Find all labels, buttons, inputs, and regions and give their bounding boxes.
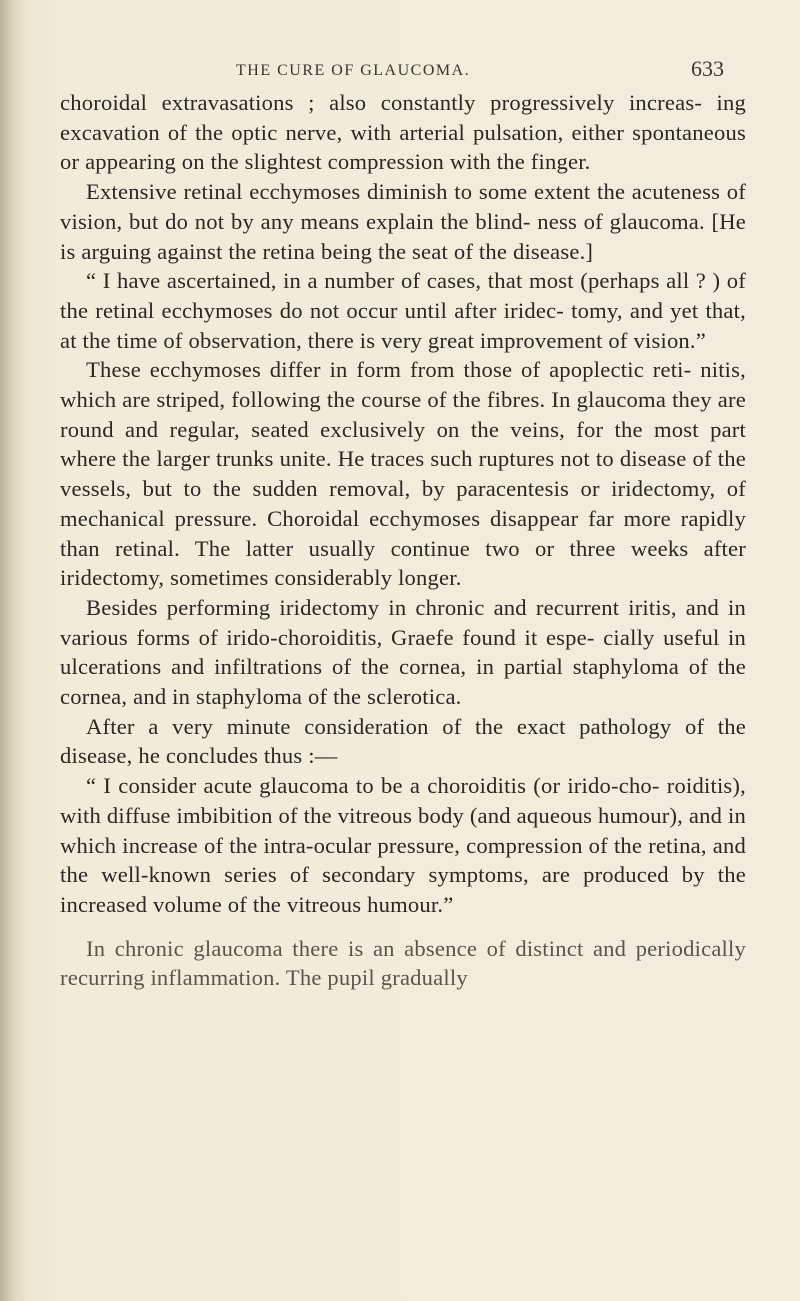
paragraph: choroidal extravasations ; also constantly progressively increas- ing excavation of the optic nerve, with arterial pulsation, either spontaneous or appearing on the slightest compression with the finger. <box>60 90 746 175</box>
binding-shadow <box>0 0 16 1301</box>
paragraph: “ I have ascertained, in a number of cases, that most (perhaps all ? ) of the retinal ecchymoses do not occur until after iridec- tomy, and yet that, at the time of observation, there is very great improvement of vision.” <box>60 268 746 353</box>
paragraph: Besides performing iridectomy in chronic and recurrent iritis, and in various forms of irido-choroiditis, Graefe found it espe- cially useful in ulcerations and infiltrations of the cornea, in partial staphyloma of the cornea, and in staphyloma of the sclerotica. <box>60 594 746 710</box>
paragraph: “ I consider acute glaucoma to be a choroiditis (or irido-cho- roiditis), with diffuse imbibition of the vitreous body (and aqueous humour), and in which increase of the intra-ocular pressure, compression of the retina, and the well-known series of secondary symptoms, are produced by the increased volume of the vitreous humour.” <box>60 773 746 917</box>
paragraph: Extensive retinal ecchymoses diminish to some extent the acuteness of vision, but do not by any means explain the blind- ness of glaucoma. [He is arguing against the retina being the seat of the disease.] <box>60 179 746 264</box>
paragraph: These ecchymoses differ in form from those of apoplectic reti- nitis, which are striped, following the course of the fibres. In glaucoma they are round and regular, seated exclusively on the veins, for the most part where the larger trunks unite. He traces such ruptures not to disease of the vessels, but to the sudden removal, by paracentesis or iridectomy, of mechanical pressure. Choroidal ecchymoses disappear far more rapidly than retinal. The latter usually continue two or three weeks after iridectomy, sometimes considerably longer. <box>60 357 746 591</box>
body-text <box>60 88 746 993</box>
paragraph: In chronic glaucoma there is an absence of distinct and periodically recurring inflammation. The pupil gradually <box>60 935 746 991</box>
paragraph: After a very minute consideration of the exact pathology of the disease, he concludes thus :— <box>60 713 746 769</box>
running-head: THE CURE OF GLAUCOMA. <box>236 62 471 79</box>
page-number: 633 <box>691 56 724 81</box>
